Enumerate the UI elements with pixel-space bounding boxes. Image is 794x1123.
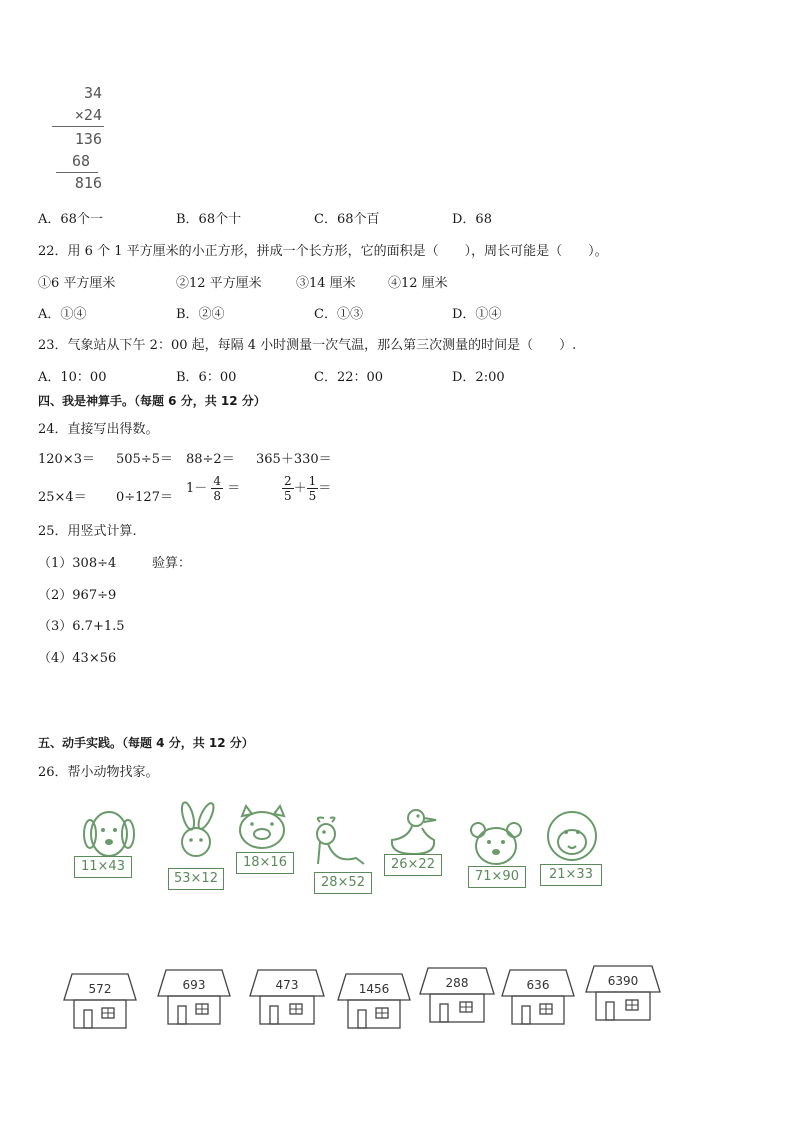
- fraction: $\frac{1}{5}$: [308, 474, 317, 503]
- q24-text: 24．直接写出得数。: [38, 422, 159, 437]
- duck-icon: [378, 806, 448, 858]
- q22-item-3: ③14 厘米: [296, 276, 356, 291]
- q22-option-a: A．①④: [38, 307, 87, 322]
- q26-text: 26．帮小动物找家。: [38, 765, 159, 780]
- q24-item: 120×3＝: [38, 452, 95, 467]
- product: 816: [74, 174, 102, 192]
- house-icon: [584, 962, 662, 1024]
- duck-animal: [378, 806, 448, 882]
- house-number: 572: [88, 982, 112, 996]
- house-number: 1456: [358, 982, 390, 996]
- partial-product-1: 136: [74, 130, 102, 148]
- house: [248, 966, 326, 1028]
- house-icon: [248, 966, 326, 1028]
- dog-expression: 11×43: [74, 856, 132, 878]
- q23-option-c: C．22：00: [314, 370, 384, 385]
- house: [62, 970, 138, 1032]
- rabbit-expression: 53×12: [168, 868, 224, 890]
- house: [418, 964, 496, 1026]
- house: [336, 970, 412, 1032]
- house: [156, 966, 232, 1028]
- calc-line: [56, 172, 98, 173]
- rabbit-animal: [166, 800, 228, 890]
- monkey-animal: [538, 808, 608, 890]
- house-icon: [62, 970, 138, 1032]
- house-icon: [156, 966, 232, 1028]
- fraction: $\frac{4}{8}$: [213, 474, 222, 503]
- monkey-icon: [538, 808, 608, 864]
- pig-animal: [234, 802, 296, 882]
- q22-item-1: ①6 平方厘米: [38, 276, 116, 291]
- q22-option-c: C．①③: [314, 307, 363, 322]
- q24-fraction-item: 1－ $\frac{4}{8}$ ＝: [186, 474, 241, 503]
- bear-expression: 71×90: [468, 866, 526, 888]
- rabbit-icon: [166, 800, 228, 864]
- q21-option-a: A．68个一: [38, 212, 103, 227]
- q23-text: 23．气象站从下午 2：00 起，每隔 4 小时测量一次气温，那么第三次测量的时间是（ ）.: [38, 338, 577, 353]
- bear-animal: [466, 820, 528, 892]
- q22-option-b: B．②④: [176, 307, 225, 322]
- house-number: 693: [182, 978, 206, 992]
- monkey-expression: 21×33: [540, 864, 602, 886]
- q24-item: 365＋330＝: [256, 452, 332, 467]
- goat-icon: [306, 814, 372, 870]
- house-number: 473: [275, 978, 299, 992]
- q25-item-1: （1）308÷4: [38, 556, 117, 571]
- house: [584, 962, 662, 1024]
- q25-item-3: （3）6.7+1.5: [38, 619, 125, 634]
- section-5-heading: 五、动手实践。（每题 4 分，共 12 分）: [38, 736, 254, 750]
- pig-icon: [234, 802, 296, 854]
- house-icon: [418, 964, 496, 1026]
- q21-option-c: C．68个百: [314, 212, 380, 227]
- q22-item-2: ②12 平方厘米: [176, 276, 262, 291]
- partial-product-2: 68: [71, 152, 90, 170]
- q24-item: 88÷2＝: [186, 452, 235, 467]
- q22-option-d: D．①④: [452, 307, 502, 322]
- pig-expression: 18×16: [236, 852, 294, 874]
- q25-item-4: （4）43×56: [38, 651, 117, 666]
- house-number: 288: [445, 976, 469, 990]
- calc-line: [52, 126, 104, 127]
- q24-item: 25×4＝: [38, 490, 87, 505]
- house-number: 6390: [607, 974, 639, 988]
- house-number: 636: [526, 978, 550, 992]
- bear-icon: [466, 820, 528, 866]
- goat-animal: [306, 814, 372, 896]
- q23-option-b: B．6：00: [176, 370, 237, 385]
- q21-option-d: D．68: [452, 212, 492, 227]
- multiplier: ×24: [74, 106, 102, 124]
- q25-text: 25．用竖式计算.: [38, 524, 137, 539]
- goat-expression: 28×52: [314, 872, 372, 894]
- q22-item-4: ④12 厘米: [388, 276, 448, 291]
- section-4-heading: 四、我是神算手。（每题 6 分，共 12 分）: [38, 394, 266, 408]
- house: [500, 966, 576, 1028]
- q22-text: 22．用 6 个 1 平方厘米的小正方形，拼成一个长方形，它的面积是（ ），周长可能是（ ）。: [38, 244, 608, 259]
- q25-check-label: 验算：: [152, 556, 192, 571]
- q25-item-2: （2）967÷9: [38, 588, 117, 603]
- q24-item: 0÷127＝: [116, 490, 173, 505]
- q21-option-b: B．68个十: [176, 212, 242, 227]
- q23-option-a: A．10：00: [38, 370, 107, 385]
- multiplicand: 34: [83, 84, 102, 102]
- house-icon: [500, 966, 576, 1028]
- duck-expression: 26×22: [384, 854, 442, 876]
- house-icon: [336, 970, 412, 1032]
- q24-fraction-item: $\frac{2}{5}$ ＋ $\frac{1}{5}$ ＝: [284, 474, 332, 503]
- q23-option-d: D．2:00: [452, 370, 505, 385]
- fraction: $\frac{2}{5}$: [284, 474, 292, 503]
- dog-animal: [78, 806, 140, 886]
- q24-item: 505÷5＝: [116, 452, 173, 467]
